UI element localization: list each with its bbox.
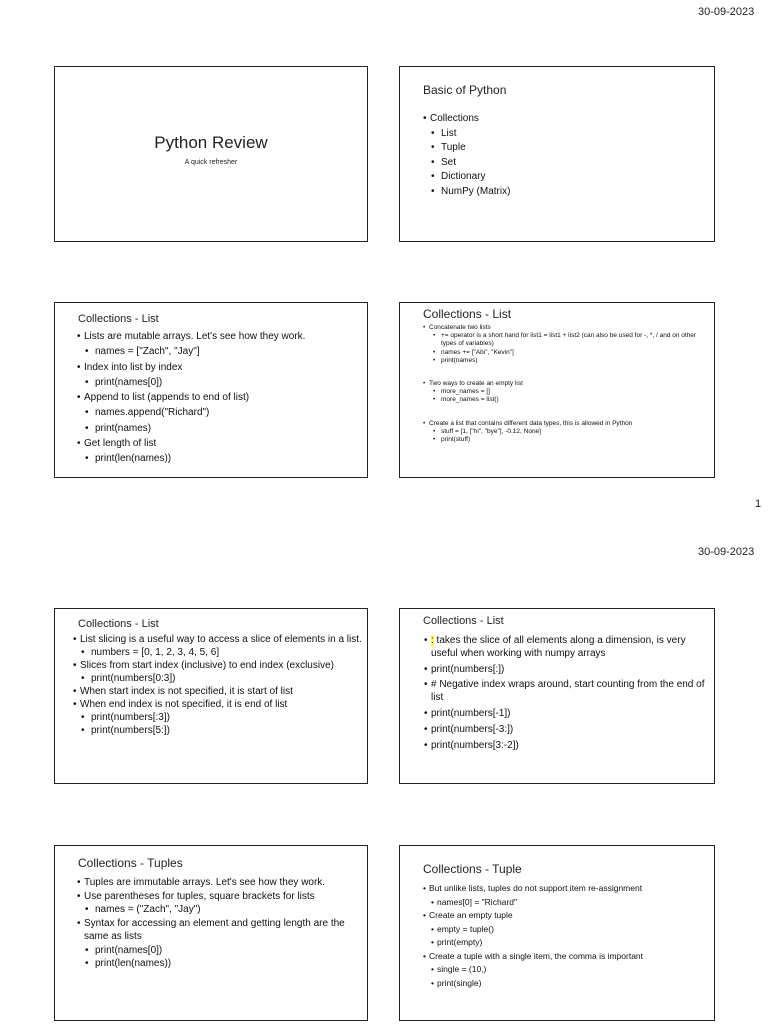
bullet-list <box>77 329 362 467</box>
list-item: • names = ("Zach", "Jay") <box>77 903 362 917</box>
list-item: • print(names) <box>433 357 708 365</box>
bullet-list <box>423 324 708 444</box>
bullet-list <box>77 876 362 971</box>
list-item: • print(len(names)) <box>77 957 362 971</box>
list-item: • print(numbers[-1]) <box>424 708 710 721</box>
bullet-list <box>424 635 710 752</box>
list-item: • Slices from start index (inclusive) to end index (exclusive) <box>73 659 363 672</box>
list-item: • Tuple <box>423 141 510 156</box>
list-item: • print(len(names)) <box>77 451 362 466</box>
list-item: • empty = tuple() <box>423 923 709 937</box>
list-item: • single = (10,) <box>423 963 709 977</box>
list-item: • NumPy (Matrix) <box>423 185 510 200</box>
page-date: 30-09-2023 <box>698 6 755 18</box>
list-item: • print(numbers[5:]) <box>73 724 363 737</box>
slide-python-review <box>54 66 368 242</box>
bullet-list <box>423 112 510 199</box>
slide-title: Python Review <box>154 133 268 152</box>
list-item: • Append to list (appends to end of list) <box>77 390 362 405</box>
list-item: • more_names = [] <box>433 388 708 396</box>
list-item: • print(empty) <box>423 936 709 950</box>
slide-title: Collections - List <box>78 618 159 630</box>
list-item: • When end index is not specified, it is end of list <box>73 698 363 711</box>
slide-collections-list-3 <box>54 608 368 784</box>
list-item: • stuff = [1, ["hi", "bye"], -0.12, None] <box>433 428 708 436</box>
slide-title: Collections - List <box>78 313 159 325</box>
slide-title: Basic of Python <box>423 83 507 97</box>
list-item: • Concatenate two lists <box>423 324 708 332</box>
list-item: • Two ways to create an empty list <box>423 380 708 388</box>
list-item: • Create a tuple with a single item, the comma is important <box>423 950 709 964</box>
list-item: • Create an empty tuple <box>423 909 709 923</box>
slide-subtitle: A quick refresher <box>184 159 238 166</box>
list-item: • names.append("Richard") <box>77 405 362 420</box>
list-item: • Get length of list <box>77 436 362 451</box>
list-item: • names = ["Zach", "Jay"] <box>77 344 362 359</box>
slide-collections-list-4 <box>399 608 715 784</box>
list-item: • But unlike lists, tuples do not support item re-assignment <box>423 882 709 896</box>
list-item: • print(stuff) <box>433 436 708 444</box>
list-item: • # Negative index wraps around, start counting from the end of list <box>424 679 710 705</box>
list-item: • When start index is not specified, it is start of list <box>73 685 363 698</box>
list-item: • print(names) <box>77 421 362 436</box>
list-item: • Lists are mutable arrays. Let's see how they work. <box>77 329 362 344</box>
list-item: • print(numbers[:]) <box>424 664 710 677</box>
list-item: • List slicing is a useful way to access a slice of elements in a list. <box>73 633 363 646</box>
list-item: • Tuples are immutable arrays. Let's see how they work. <box>77 876 362 890</box>
slide-collections-tuple <box>399 845 715 1021</box>
list-item: • numbers = [0, 1, 2, 3, 4, 5, 6] <box>73 646 363 659</box>
list-item: • print(numbers[-3:]) <box>424 724 710 737</box>
list-item: • Syntax for accessing an element and getting length are the same as lists <box>77 917 362 944</box>
bullet-list <box>73 633 363 737</box>
bullet-list <box>423 882 709 990</box>
list-item: • print(numbers[0:3]) <box>73 672 363 685</box>
list-item: • print(numbers[3:-2]) <box>424 740 710 753</box>
list-item: • print(names[0]) <box>77 375 362 390</box>
slide-collections-list-2 <box>399 302 715 478</box>
list-item: • Collections <box>423 112 510 127</box>
slide-title: Collections - List <box>423 307 512 321</box>
list-item: • Index into list by index <box>77 360 362 375</box>
slide-title: Collections - List <box>423 615 504 627</box>
list-item: • print(single) <box>423 977 709 991</box>
list-item: • Create a list that contains different data types, this is allowed in Python <box>423 420 708 428</box>
slide-collections-tuples <box>54 845 368 1021</box>
slide-basic-of-python <box>399 66 715 242</box>
slide-collections-list-1 <box>54 302 368 478</box>
list-item: • print(names[0]) <box>77 944 362 958</box>
list-item: • names += ["Abi", "Kevin"] <box>433 349 708 357</box>
highlighted-colon: : <box>431 635 434 646</box>
list-item: • names[0] = "Richard" <box>423 896 709 910</box>
page-number: 1 <box>755 498 762 510</box>
list-item: • print(numbers[:3]) <box>73 711 363 724</box>
slide-title: Collections - Tuples <box>78 856 183 870</box>
list-item: • Set <box>423 156 510 171</box>
list-item: • more_names = list() <box>433 396 708 404</box>
list-item: • Use parentheses for tuples, square brackets for lists <box>77 890 362 904</box>
list-item: • Dictionary <box>423 170 510 185</box>
list-item: • : takes the slice of all elements along a dimension, is very useful when working with numpy arrays <box>424 635 710 661</box>
list-item: • List <box>423 127 510 142</box>
list-item: • += operator is a short hand for list1 = list1 + list2 (can also be used for -, *, / and on other types of variables) <box>433 332 708 348</box>
page-date: 30-09-2023 <box>698 546 755 558</box>
slide-title: Collections - Tuple <box>423 862 522 876</box>
